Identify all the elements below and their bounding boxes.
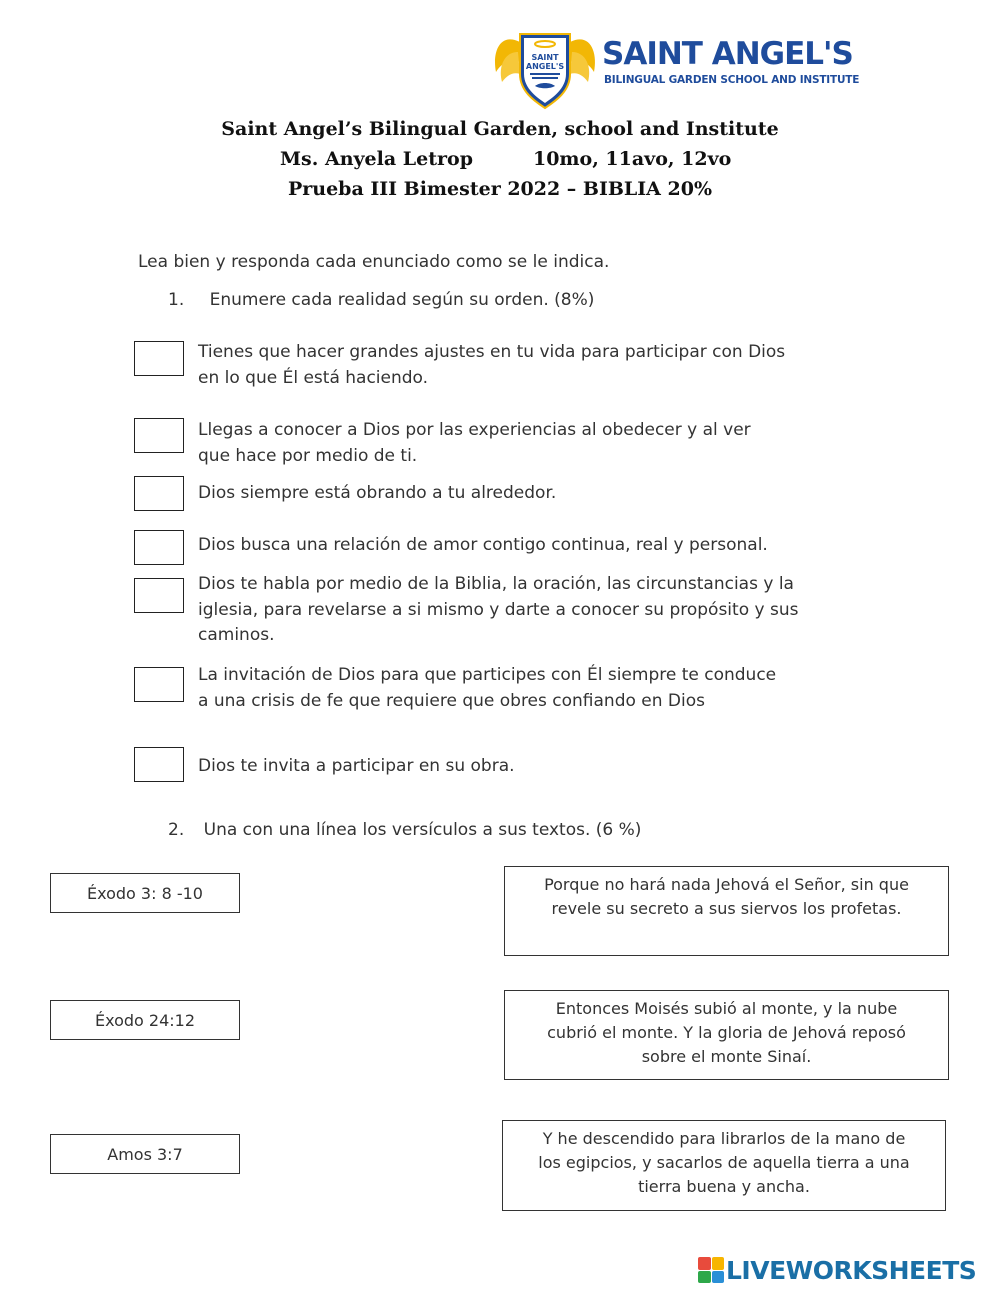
order-input-7[interactable] [134,747,184,782]
question-2-number: 2. [168,820,185,840]
order-input-1[interactable] [134,341,184,376]
question-1-text: Enumere cada realidad según su orden. (8%) [209,290,595,310]
statement-3: Dios siempre está obrando a tu alrededor. [198,483,557,503]
statement-5: Dios te habla por medio de la Biblia, la oración, las circunstancias y la iglesia, para revelarse a si mismo y darte a conocer su propósito y sus caminos. [198,574,799,645]
svg-text:SAINT: SAINT [531,53,559,62]
order-input-5[interactable] [134,578,184,613]
test-title: Prueba III Bimester 2022 – BIBLIA 20% [287,178,713,200]
order-input-3[interactable] [134,476,184,511]
question-1-number: 1. [168,290,185,310]
logo-subtitle: BILINGUAL GARDEN SCHOOL AND INSTITUTE [604,74,860,86]
reference-3[interactable]: Amos 3:7 [50,1134,240,1174]
instructions: Lea bien y responda cada enunciado como se le indica. [138,252,610,272]
brand-text: LIVEWORKSHEETS [726,1255,977,1285]
liveworksheets-icon [698,1257,724,1283]
statement-2: Llegas a conocer a Dios por las experiencias al obedecer y al ver que hace por medio de ti. [198,420,751,466]
svg-text:ANGEL'S: ANGEL'S [525,62,565,71]
grades: 10mo, 11avo, 12vo [532,148,732,170]
question-2 [168,818,641,844]
school-logo [490,22,860,110]
teacher-name: Ms. Anyela Letrop [280,148,473,170]
reference-2[interactable]: Éxodo 24:12 [50,1000,240,1040]
question-2-text: Una con una línea los versículos a sus textos. (6 %) [203,820,642,840]
verse-box-3[interactable]: Y he descendido para librarlos de la mano de los egipcios, y sacarlos de aquella tierra a una tierra buena y ancha. [502,1120,946,1211]
logo-name: SAINT ANGEL'S [602,36,853,72]
order-input-4[interactable] [134,530,184,565]
liveworksheets-brand [698,1256,976,1284]
statement-6: La invitación de Dios para que participes con Él siempre te conduce a una crisis de fe que requiere que obres confiando en Dios [198,665,777,711]
statement-7: Dios te invita a participar en su obra. [198,756,515,776]
shield-icon [490,22,600,110]
statement-4: Dios busca una relación de amor contigo continua, real y personal. [198,535,768,555]
verse-box-1[interactable]: Porque no hará nada Jehová el Señor, sin que revele su secreto a sus siervos los profetas. [504,866,949,956]
school-title: Saint Angel’s Bilingual Garden, school and Institute [221,118,779,140]
question-1 [168,288,594,314]
teacher-grades-line [280,148,740,170]
order-input-2[interactable] [134,418,184,453]
statement-1: Tienes que hacer grandes ajustes en tu vida para participar con Dios en lo que Él está haciendo. [198,342,786,388]
reference-1[interactable]: Éxodo 3: 8 -10 [50,873,240,913]
order-input-6[interactable] [134,667,184,702]
verse-box-2[interactable]: Entonces Moisés subió al monte, y la nube cubrió el monte. Y la gloria de Jehová reposó sobre el monte Sinaí. [504,990,949,1080]
